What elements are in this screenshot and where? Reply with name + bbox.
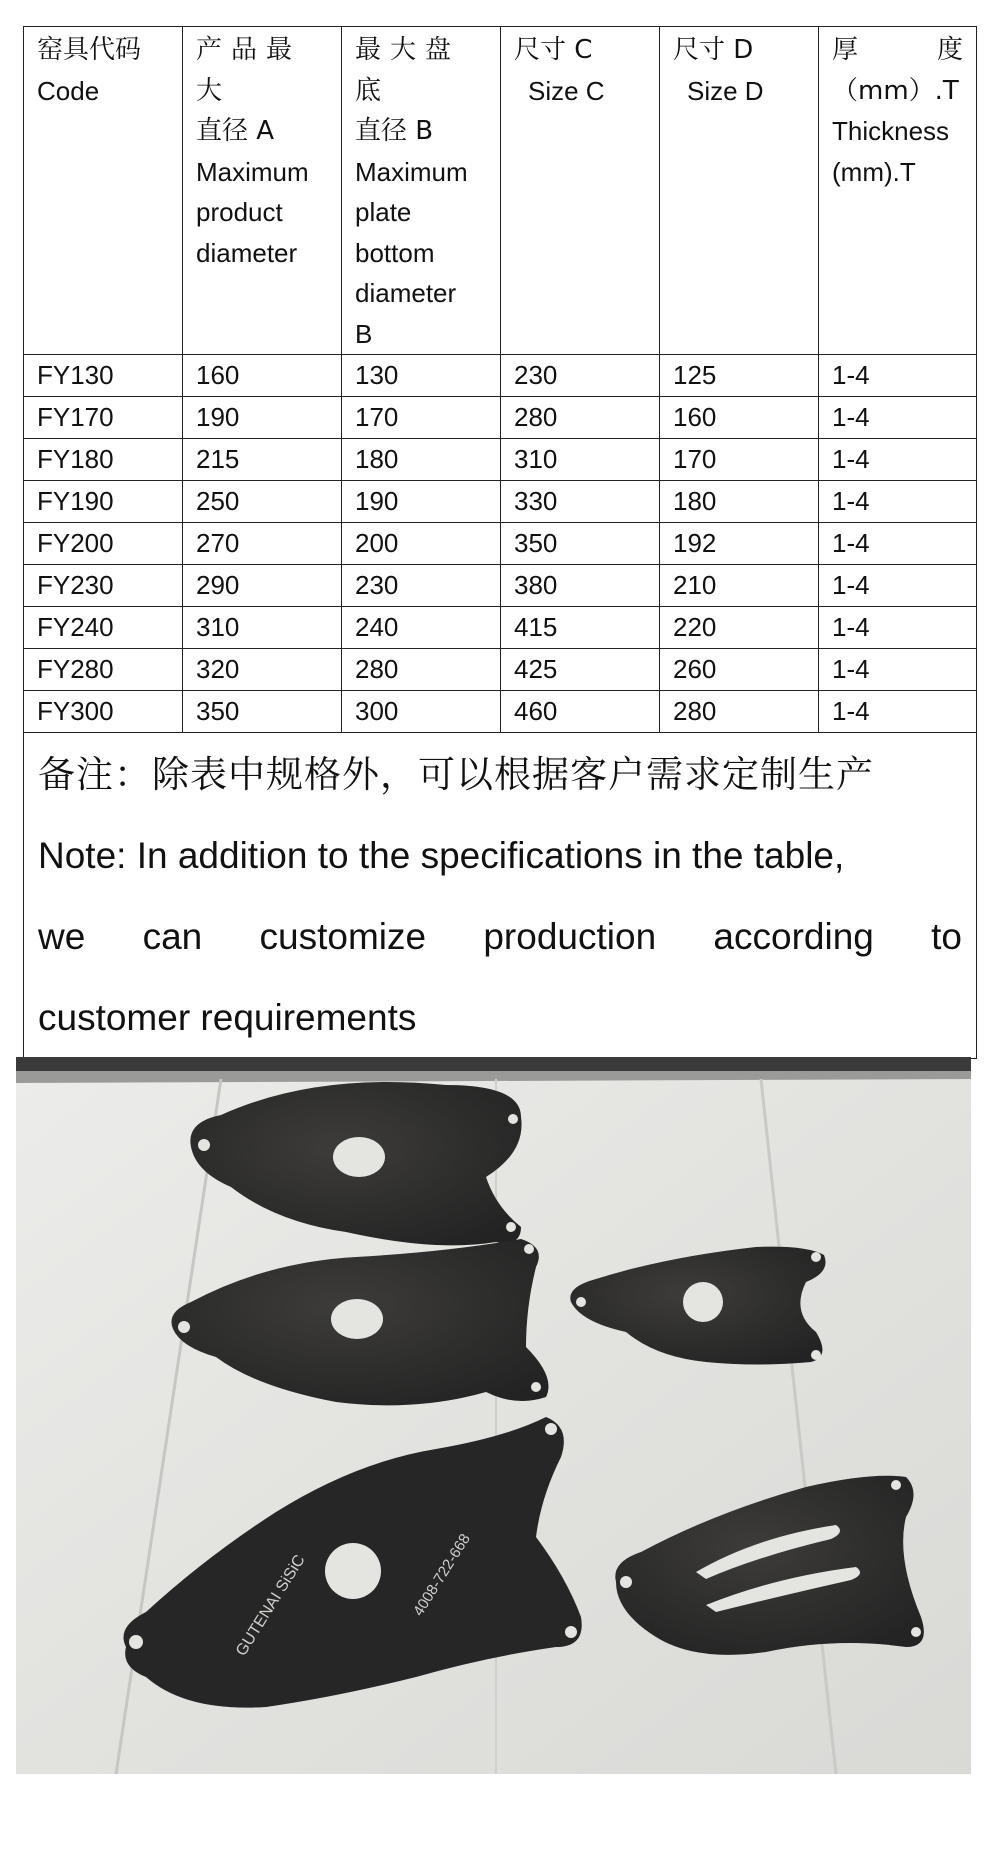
table-cell: 1-4: [819, 565, 977, 607]
table-cell: 280: [342, 649, 501, 691]
table-cell: 170: [660, 439, 819, 481]
header-size-c: 尺寸 C Size C: [501, 27, 660, 355]
table-cell: FY200: [24, 523, 183, 565]
table-cell: 310: [183, 607, 342, 649]
table-cell: 190: [342, 481, 501, 523]
table-cell: 260: [660, 649, 819, 691]
header-code: 窑具代码 Code: [24, 27, 183, 355]
table-cell: 240: [342, 607, 501, 649]
table-cell: 1-4: [819, 397, 977, 439]
table-row: [24, 439, 977, 481]
header-thickness: 厚 度 （mm）.T Thickness (mm).T: [819, 27, 977, 355]
table-cell: FY190: [24, 481, 183, 523]
table-cell: 180: [660, 481, 819, 523]
note-english-line-2: we can customize production according to: [38, 916, 962, 957]
table-cell: 170: [342, 397, 501, 439]
table-cell: 192: [660, 523, 819, 565]
table-cell: FY130: [24, 355, 183, 397]
table-cell: 300: [342, 691, 501, 733]
table-cell: 280: [660, 691, 819, 733]
note-chinese: 备注：除表中规格外，可以根据客户需求定制生产: [38, 753, 874, 796]
table-cell: 200: [342, 523, 501, 565]
table-cell: 1-4: [819, 691, 977, 733]
table-cell: 230: [342, 565, 501, 607]
table-cell: 350: [501, 523, 660, 565]
table-row: [24, 649, 977, 691]
table-cell: 290: [183, 565, 342, 607]
table-row: [24, 691, 977, 733]
table-cell: 380: [501, 565, 660, 607]
table-cell: 1-4: [819, 523, 977, 565]
table-header: [24, 27, 977, 355]
table-cell: 1-4: [819, 607, 977, 649]
table-cell: 320: [183, 649, 342, 691]
table-cell: 160: [183, 355, 342, 397]
plate-phone-text: 4008-722-668: [409, 1530, 474, 1620]
table-cell: 125: [660, 355, 819, 397]
table-cell: 130: [342, 355, 501, 397]
table-cell: FY300: [24, 691, 183, 733]
table-cell: 330: [501, 481, 660, 523]
table-cell: 250: [183, 481, 342, 523]
note-english-line-3: customer requirements: [38, 997, 417, 1038]
table-cell: 215: [183, 439, 342, 481]
table-cell: 220: [660, 607, 819, 649]
photo-top-edge: [16, 1057, 971, 1071]
table-cell: 1-4: [819, 355, 977, 397]
header-size-d: 尺寸 D Size D: [660, 27, 819, 355]
table-cell: 415: [501, 607, 660, 649]
table-cell: 1-4: [819, 481, 977, 523]
table-cell: 1-4: [819, 439, 977, 481]
note-english-line-1: Note: In addition to the specifications in the table,: [38, 835, 845, 876]
table-cell: 210: [660, 565, 819, 607]
table-cell: 190: [183, 397, 342, 439]
table-cell: FY230: [24, 565, 183, 607]
table-cell: 160: [660, 397, 819, 439]
table-cell: FY180: [24, 439, 183, 481]
table-cell: 350: [183, 691, 342, 733]
table-row: [24, 565, 977, 607]
table-row: [24, 355, 977, 397]
table-cell: 180: [342, 439, 501, 481]
table-cell: 460: [501, 691, 660, 733]
header-max-plate-bottom-diameter: 最大盘底 直径 B Maximum plate bottom diameter B: [342, 27, 501, 355]
table-cell: 230: [501, 355, 660, 397]
table-body: [24, 355, 977, 733]
table-cell: FY170: [24, 397, 183, 439]
table-row: [24, 481, 977, 523]
table-cell: 1-4: [819, 649, 977, 691]
table-row: [24, 523, 977, 565]
product-photo: [16, 1057, 971, 1774]
table-cell: 425: [501, 649, 660, 691]
table-row: [24, 397, 977, 439]
table-row: [24, 607, 977, 649]
table-cell: 270: [183, 523, 342, 565]
table-cell: 280: [501, 397, 660, 439]
header-max-product-diameter: 产品最大 直径 A Maximum product diameter: [183, 27, 342, 355]
note-cell: [24, 733, 977, 1059]
plate-brand-text: GUTENAI SiSiC: [232, 1552, 309, 1660]
spec-table: [23, 26, 977, 1059]
table-cell: 310: [501, 439, 660, 481]
table-cell: FY280: [24, 649, 183, 691]
table-cell: FY240: [24, 607, 183, 649]
